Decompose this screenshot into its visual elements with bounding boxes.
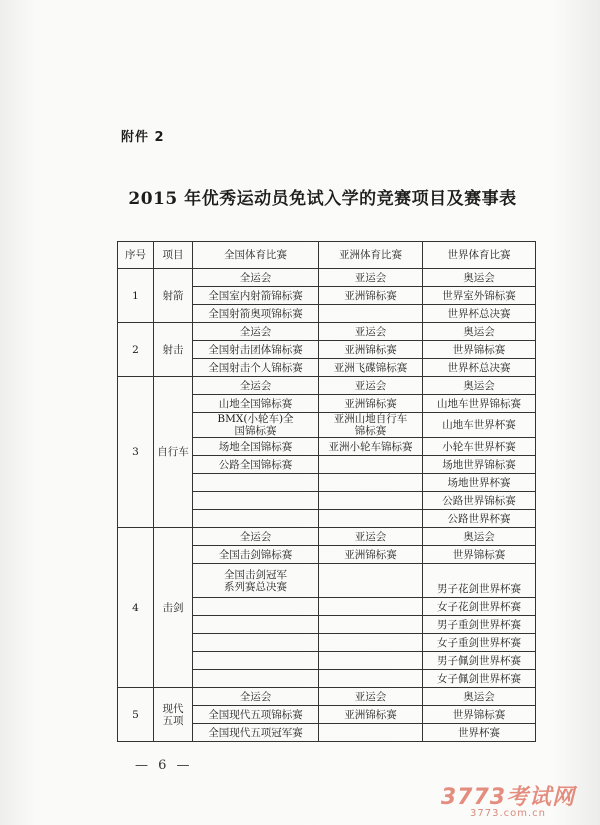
national-event	[193, 474, 319, 492]
asian-event	[319, 616, 423, 634]
national-event: 全国射击团体锦标赛	[193, 341, 319, 359]
group-sport: 射箭	[154, 269, 193, 323]
asian-event: 亚洲锦标赛	[319, 341, 423, 359]
asian-event	[319, 510, 423, 528]
attachment-label: 附件 2	[121, 130, 165, 145]
national-event: 山地全国锦标赛	[193, 395, 319, 413]
national-event: 全运会	[193, 323, 319, 341]
watermark-main: 3773考试网	[440, 785, 576, 810]
national-event: 全国现代五项锦标赛	[193, 706, 319, 724]
group-sport: 现代五项	[154, 688, 193, 742]
world-event: 世界锦标赛	[423, 546, 536, 564]
world-event: 公路世界锦标赛	[423, 492, 536, 510]
world-event: 小轮车世界杯赛	[423, 438, 536, 456]
national-event	[193, 510, 319, 528]
national-event: 全运会	[193, 688, 319, 706]
table-row	[118, 323, 536, 341]
national-event: 全国击剑锦标赛	[193, 546, 319, 564]
national-event	[193, 670, 319, 688]
asian-event: 亚运会	[319, 269, 423, 287]
asian-event: 亚洲锦标赛	[319, 546, 423, 564]
header-no: 序号	[118, 242, 154, 269]
group-sport: 击剑	[154, 528, 193, 688]
world-event: 奥运会	[423, 323, 536, 341]
asian-event	[319, 492, 423, 510]
world-event: 奥运会	[423, 269, 536, 287]
world-event: 男子佩剑世界杯赛	[423, 652, 536, 670]
asian-event: 亚运会	[319, 323, 423, 341]
national-event: 公路全国锦标赛	[193, 456, 319, 474]
national-event: 场地全国锦标赛	[193, 438, 319, 456]
header-world: 世界体育比赛	[423, 242, 536, 269]
world-event: 世界室外锦标赛	[423, 287, 536, 305]
world-event: 公路世界杯赛	[423, 510, 536, 528]
asian-event	[319, 652, 423, 670]
asian-event	[319, 724, 423, 742]
table-row	[118, 528, 536, 546]
world-event: 世界锦标赛	[423, 341, 536, 359]
world-event: 场地世界杯赛	[423, 474, 536, 492]
events-table	[117, 241, 536, 742]
world-event: 女子重剑世界杯赛	[423, 634, 536, 652]
world-event: 山地车世界锦标赛	[423, 395, 536, 413]
group-number: 3	[118, 377, 154, 528]
group-number: 2	[118, 323, 154, 377]
asian-event: 亚运会	[319, 528, 423, 546]
asian-event: 亚运会	[319, 377, 423, 395]
national-event	[193, 492, 319, 510]
table-row	[118, 688, 536, 706]
header-national: 全国体育比赛	[193, 242, 319, 269]
national-event: 全国射箭奥项锦标赛	[193, 305, 319, 323]
asian-event: 亚洲小轮车锦标赛	[319, 438, 423, 456]
world-event: 山地车世界杯赛	[423, 413, 536, 438]
asian-event: 亚洲锦标赛	[319, 395, 423, 413]
watermark-logo	[428, 780, 588, 819]
world-event: 世界锦标赛	[423, 706, 536, 724]
asian-event: 亚洲锦标赛	[319, 287, 423, 305]
asian-event	[319, 598, 423, 616]
national-event: 全国室内射箭锦标赛	[193, 287, 319, 305]
national-event: 全国现代五项冠军赛	[193, 724, 319, 742]
asian-event: 亚运会	[319, 688, 423, 706]
asian-event: 亚洲飞碟锦标赛	[319, 359, 423, 377]
group-number: 1	[118, 269, 154, 323]
world-event: 奥运会	[423, 528, 536, 546]
national-event	[193, 598, 319, 616]
world-event: 奥运会	[423, 377, 536, 395]
national-event: 全国射击个人锦标赛	[193, 359, 319, 377]
national-event: 全运会	[193, 269, 319, 287]
table-row	[118, 377, 536, 395]
world-event: 世界杯总决赛	[423, 359, 536, 377]
document-title: 2015 年优秀运动员免试入学的竞赛项目及赛事表	[128, 189, 517, 209]
asian-event: 亚洲山地自行车锦标赛	[319, 413, 423, 438]
national-event: BMX(小轮车)全国锦标赛	[193, 413, 319, 438]
group-number: 5	[118, 688, 154, 742]
world-event: 男子重剑世界杯赛	[423, 616, 536, 634]
national-event: 全运会	[193, 377, 319, 395]
world-event: 世界杯赛	[423, 724, 536, 742]
national-event	[193, 652, 319, 670]
asian-event: 亚洲锦标赛	[319, 706, 423, 724]
group-sport: 射击	[154, 323, 193, 377]
national-event: 全运会	[193, 528, 319, 546]
asian-event	[319, 634, 423, 652]
table-header-row	[118, 242, 536, 269]
header-sport: 项目	[154, 242, 193, 269]
world-event: 世界杯总决赛	[423, 305, 536, 323]
asian-event	[319, 670, 423, 688]
asian-event	[319, 474, 423, 492]
asian-event	[319, 305, 423, 323]
national-event: 全国击剑冠军系列赛总决赛	[193, 564, 319, 598]
table-row	[118, 269, 536, 287]
group-number: 4	[118, 528, 154, 688]
asian-event	[319, 456, 423, 474]
world-event: 女子佩剑世界杯赛	[423, 670, 536, 688]
world-event: 男子花剑世界杯赛	[423, 564, 536, 598]
page-number: — 6 —	[135, 758, 193, 773]
world-event: 奥运会	[423, 688, 536, 706]
header-asian: 亚洲体育比赛	[319, 242, 423, 269]
world-event: 女子花剑世界杯赛	[423, 598, 536, 616]
group-sport: 自行车	[154, 377, 193, 528]
national-event	[193, 616, 319, 634]
watermark-sub: 3773.com.cn	[470, 808, 546, 819]
asian-event	[319, 564, 423, 598]
world-event: 场地世界锦标赛	[423, 456, 536, 474]
national-event	[193, 634, 319, 652]
